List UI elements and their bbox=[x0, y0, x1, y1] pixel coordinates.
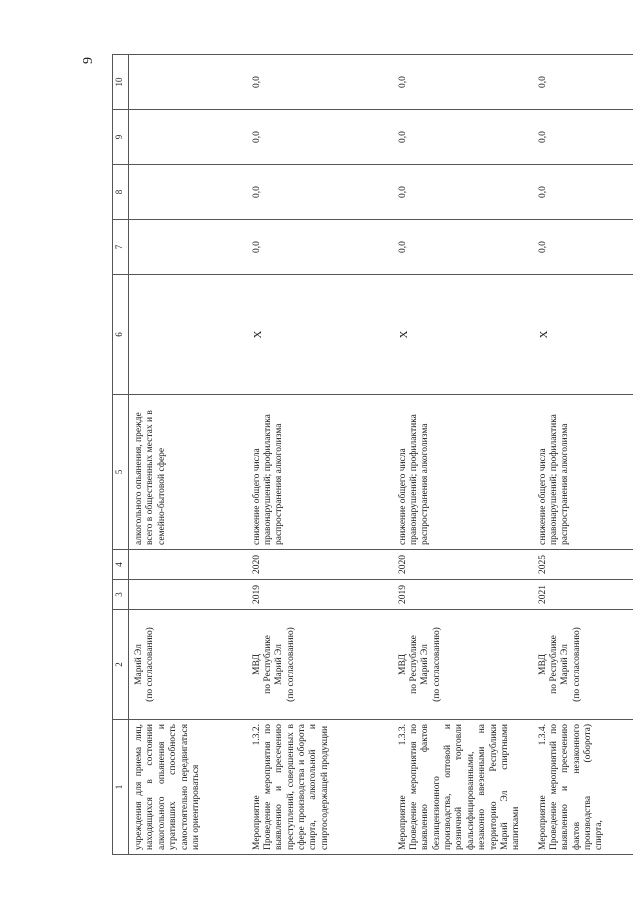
header-cell-1: 1 bbox=[113, 720, 129, 855]
funding-value: 0,0 bbox=[247, 110, 393, 165]
header-row bbox=[113, 55, 129, 855]
end-year bbox=[129, 550, 247, 580]
start-year: 2019 bbox=[393, 580, 533, 610]
funding-value: 0,0 bbox=[247, 55, 393, 110]
header-cell-6: 6 bbox=[113, 275, 129, 395]
header-cell-5: 5 bbox=[113, 395, 129, 550]
indicator-link: X bbox=[533, 275, 633, 395]
funding-value: 0,0 bbox=[393, 165, 533, 220]
header-cell-8: 8 bbox=[113, 165, 129, 220]
funding-value: 0,0 bbox=[533, 165, 633, 220]
funding-value bbox=[129, 55, 247, 110]
header-cell-9: 9 bbox=[113, 110, 129, 165]
funding-value: 0,0 bbox=[533, 220, 633, 275]
funding-value: 0,0 bbox=[393, 110, 533, 165]
table-row bbox=[247, 55, 393, 855]
table-row bbox=[129, 55, 247, 855]
funding-value: 0,0 bbox=[393, 55, 533, 110]
header-cell-3: 3 bbox=[113, 580, 129, 610]
measure-name: Мероприятие 1.3.2. Проведение мероприятия по выявлению и пресечению преступлений, совершенных в сфере производства и оборота спирта, алкогольной и спиртосодержащей продукции bbox=[247, 720, 393, 855]
expected-result: снижение общего числа правонарушений; профилактика распространения алкоголизма bbox=[247, 395, 393, 550]
indicator-link: X bbox=[247, 275, 393, 395]
measure-name: Мероприятие 1.3.4. Проведение мероприятий по выявлению и пресечению фактов незаконного производства (оборота) спирта, bbox=[533, 720, 633, 855]
expected-result: снижение общего числа правонарушений; профилактика распространения алкоголизма bbox=[393, 395, 533, 550]
funding-value bbox=[129, 220, 247, 275]
responsible-executor: Марий Эл (по согласованию) bbox=[129, 610, 247, 720]
end-year: 2020 bbox=[247, 550, 393, 580]
funding-value: 0,0 bbox=[247, 220, 393, 275]
funding-value: 0,0 bbox=[533, 110, 633, 165]
responsible-executor: МВД по Республике Марий Эл (по согласованию) bbox=[393, 610, 533, 720]
indicator-link bbox=[129, 275, 247, 395]
start-year: 2019 bbox=[247, 580, 393, 610]
page-number: 9 bbox=[81, 57, 96, 64]
expected-result: алкогольного опьянения, прежде всего в общественных местах и в семейно-бытовой сфере bbox=[129, 395, 247, 550]
program-table bbox=[112, 54, 633, 855]
end-year: 2025 bbox=[533, 550, 633, 580]
responsible-executor: МВД по Республике Марий Эл (по согласованию) bbox=[247, 610, 393, 720]
header-cell-10: 10 bbox=[113, 55, 129, 110]
measure-name: Мероприятие 1.3.3. Проведение мероприятия по выявлению фактов безлицензионного производства, оптовой и розничной торговли фальсифицированными, незаконно ввезенными на территорию Республики Марий Эл спиртными напитками bbox=[393, 720, 533, 855]
funding-value: 0,0 bbox=[393, 220, 533, 275]
funding-value bbox=[129, 110, 247, 165]
indicator-link: X bbox=[393, 275, 533, 395]
header-cell-4: 4 bbox=[113, 550, 129, 580]
table-row bbox=[533, 55, 633, 855]
expected-result: снижение общего числа правонарушений; профилактика распространения алкоголизма bbox=[533, 395, 633, 550]
header-cell-2: 2 bbox=[113, 610, 129, 720]
funding-value: 0,0 bbox=[247, 165, 393, 220]
table-row bbox=[393, 55, 533, 855]
measure-name: учреждения для приема лиц, находящихся в состоянии алкогольного опьянения и утративших способность самостоятельно передвигаться или ориентироваться bbox=[129, 720, 247, 855]
end-year: 2020 bbox=[393, 550, 533, 580]
funding-value: 0,0 bbox=[533, 55, 633, 110]
start-year: 2021 bbox=[533, 580, 633, 610]
funding-value bbox=[129, 165, 247, 220]
header-cell-7: 7 bbox=[113, 220, 129, 275]
responsible-executor: МВД по Республике Марий Эл (по согласованию) bbox=[533, 610, 633, 720]
start-year bbox=[129, 580, 247, 610]
